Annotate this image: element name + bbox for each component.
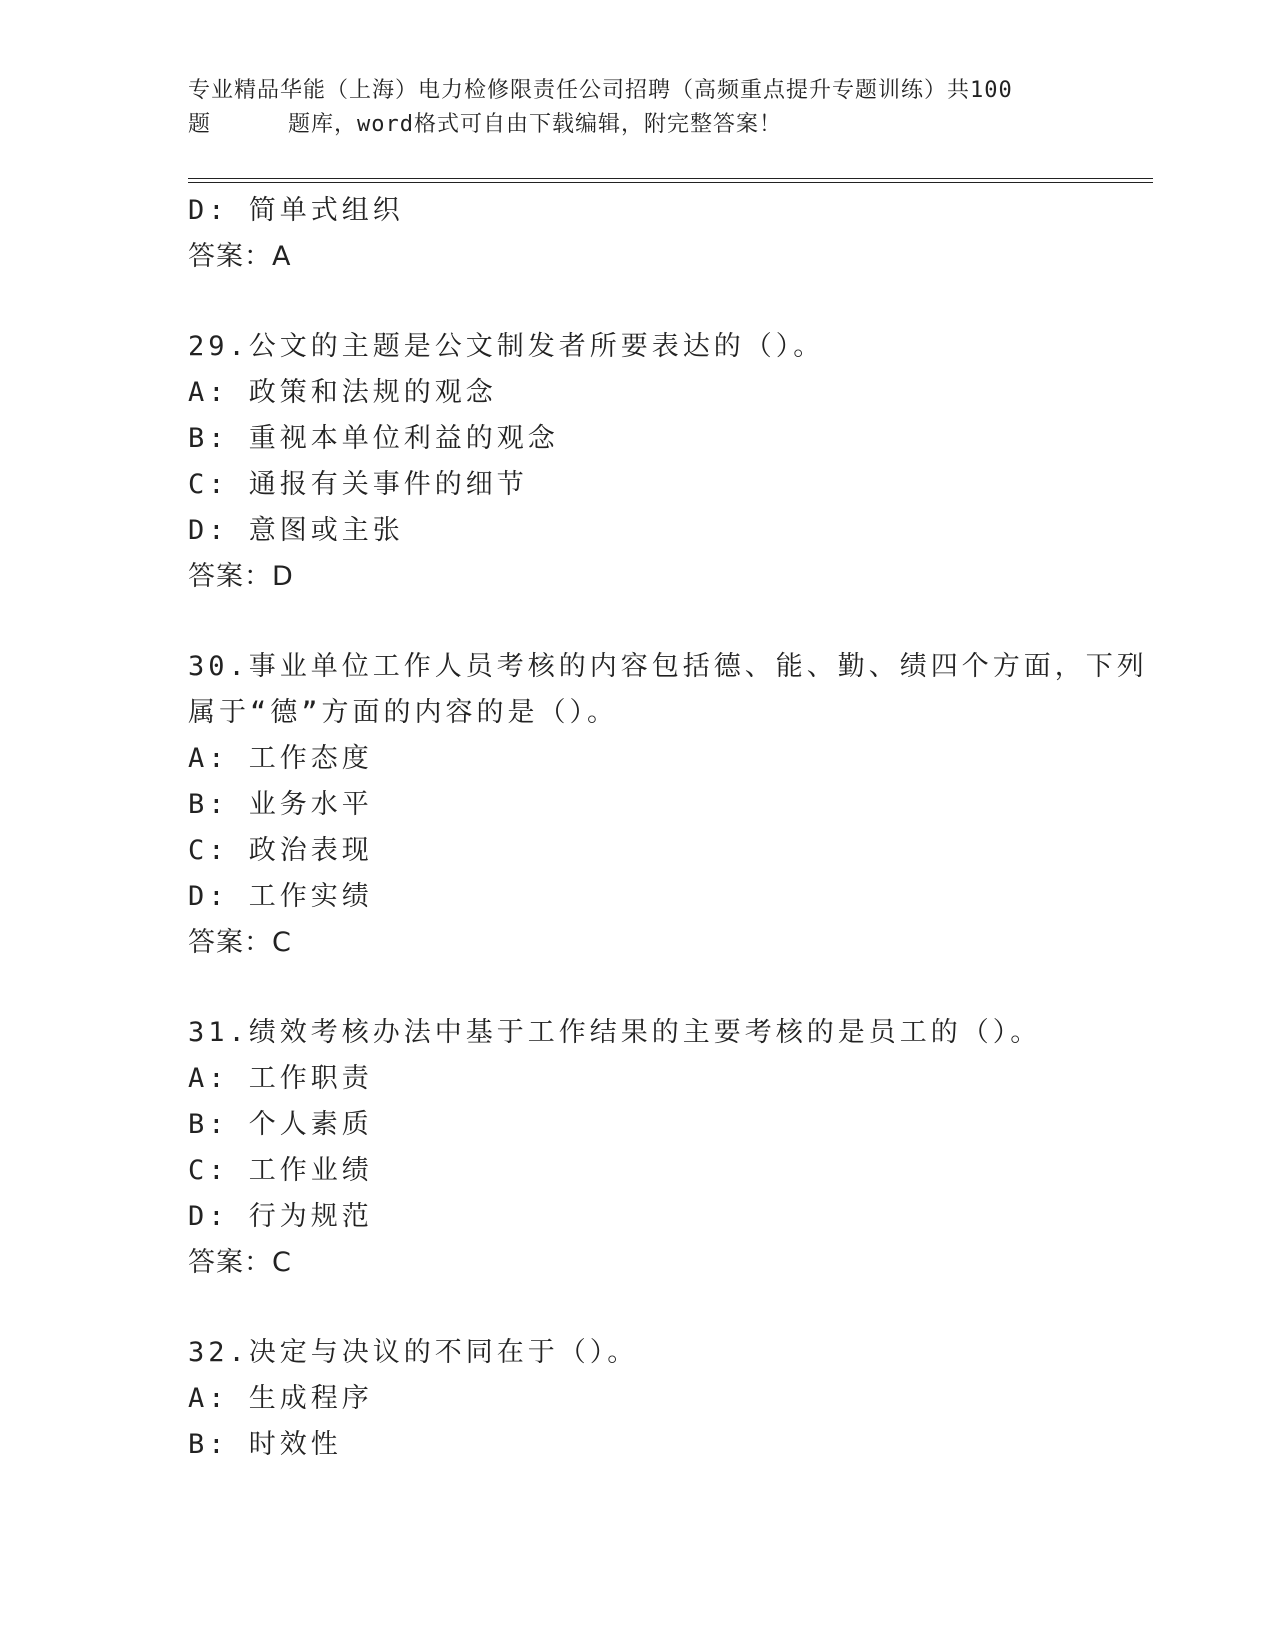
question-text: 29.公文的主题是公文制发者所要表达的（）。 [188,331,825,362]
question-block [188,644,1148,966]
answer-option: A: 工作态度 [188,743,373,774]
answer-key: 答案：C [188,927,292,958]
answer-option: A: 生成程序 [188,1383,373,1414]
answer-option: D: 意图或主张 [188,515,404,546]
answer-option: D: 简单式组织 [188,195,404,226]
answer-option: B: 个人素质 [188,1109,373,1140]
question-text: 30.事业单位工作人员考核的内容包括德、能、勤、绩四个方面，下列 [188,651,1148,682]
answer-option: B: 业务水平 [188,789,373,820]
answer-option: A: 政策和法规的观念 [188,377,497,408]
answer-option: D: 行为规范 [188,1201,373,1232]
question-list [188,188,1148,1468]
question-text: 31.绩效考核办法中基于工作结果的主要考核的是员工的（）。 [188,1017,1042,1048]
question-block [188,324,1088,600]
question-gap [188,280,1088,324]
question-gap [188,966,1088,1010]
answer-key: 答案：A [188,241,292,272]
question-gap [188,600,1088,644]
header-line-1: 专业精品华能（上海）电力检修限责任公司招聘（高频重点提升专题训练）共100 [188,78,1013,103]
header-divider [188,178,1153,183]
page-header [188,74,1088,142]
document-page [188,0,1153,1650]
question-block [188,1010,1088,1286]
answer-option: D: 工作实绩 [188,881,373,912]
answer-option: B: 重视本单位利益的观念 [188,423,559,454]
header-line-2-tail: 题库，word格式可自由下载编辑，附完整答案！ [288,112,782,137]
question-gap [188,1286,1088,1330]
answer-option: C: 通报有关事件的细节 [188,469,528,500]
question-block [188,188,1088,280]
question-text: 属于“德”方面的内容的是（）。 [188,697,619,728]
answer-key: 答案：C [188,1247,292,1278]
answer-option: C: 工作业绩 [188,1155,373,1186]
question-block [188,1330,1088,1468]
answer-key: 答案：D [188,561,294,592]
header-line-2-head: 题 [188,112,212,137]
question-text: 32.决定与决议的不同在于（）。 [188,1337,639,1368]
answer-option: C: 政治表现 [188,835,373,866]
header-line-2 [188,108,1088,142]
answer-option: B: 时效性 [188,1429,342,1460]
answer-option: A: 工作职责 [188,1063,373,1094]
